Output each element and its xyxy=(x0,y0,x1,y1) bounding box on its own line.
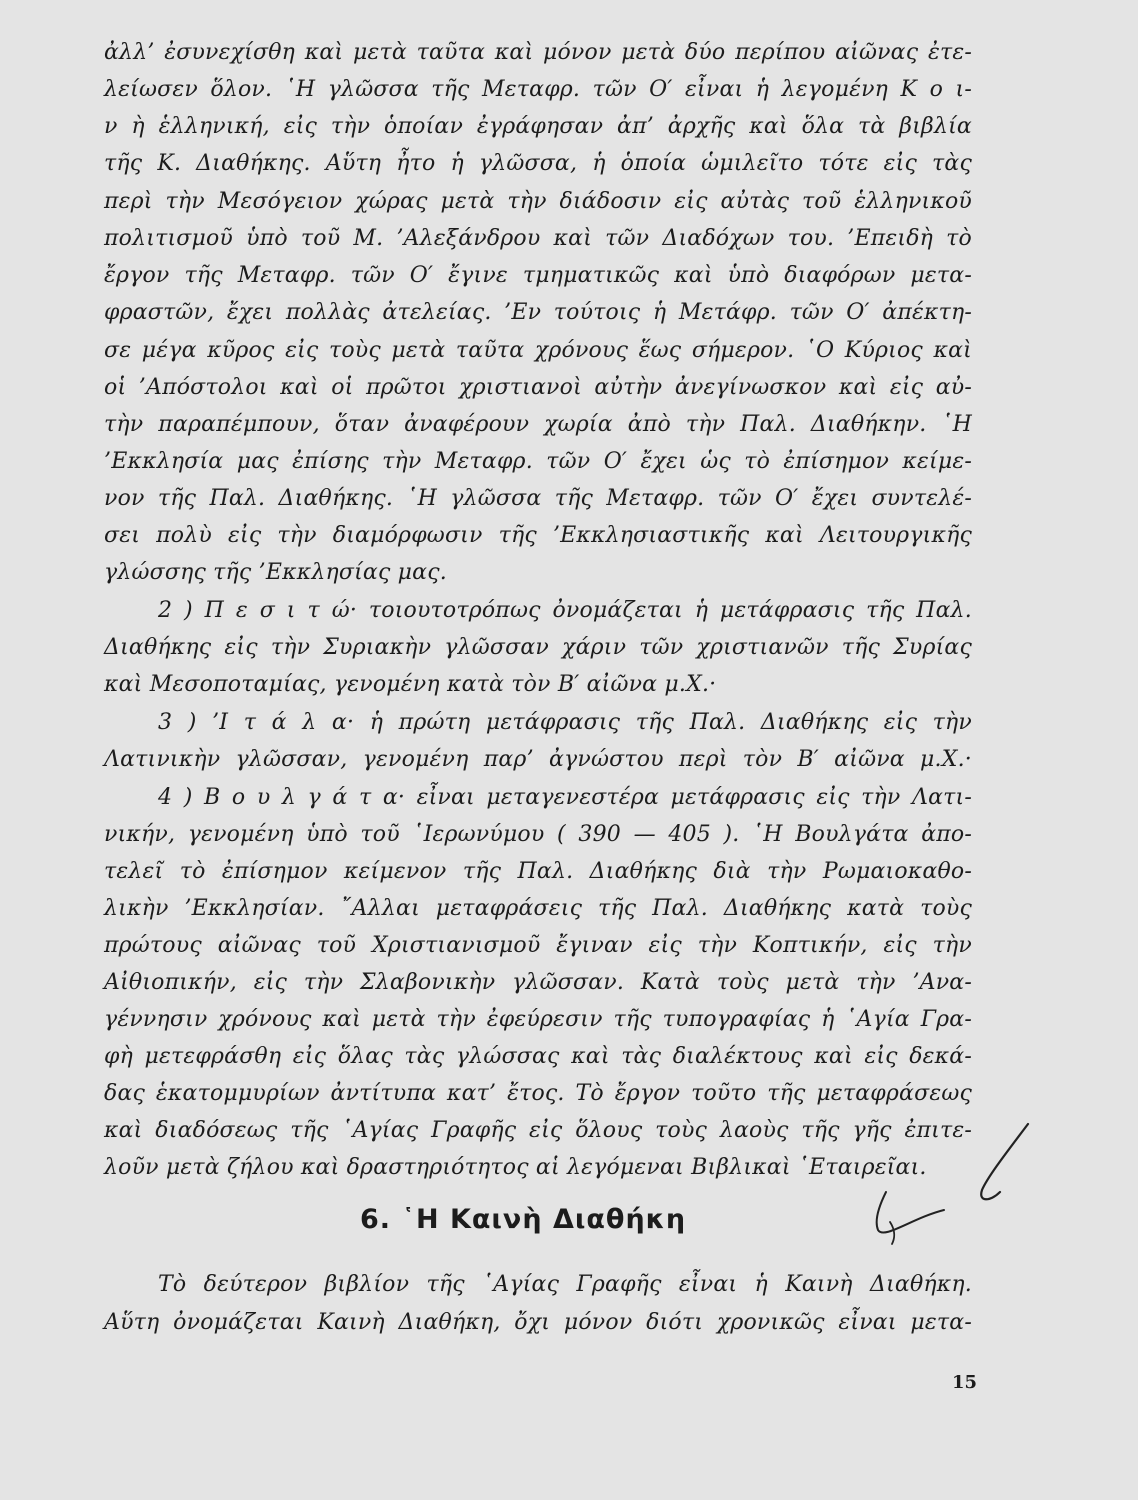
text-line: νικήν, γενομένη ὑπὸ τοῦ ῾Ιερωνύμου ( 390 — 405 ). ῾Η Βουλγάτα ἀπο- xyxy=(104,822,972,847)
text-line: Αὕτη ὀνομάζεται Καινὴ Διαθήκη, ὄχι μόνον διότι χρονικῶς εἶναι μετα- xyxy=(104,1310,972,1335)
item-text: ἡ πρώτη μετάφρασις τῆς Παλ. Διαθήκης εἰς τὴν xyxy=(369,710,972,735)
text-line: φὴ μετεφράσθη εἰς ὅλας τὰς γλώσσας καὶ τὰς διαλέκτους καὶ εἰς δεκά- xyxy=(104,1044,972,1069)
text-line: ἔργον τῆς Μεταφρ. τῶν Ο′ ἔγινε τμηματικῶς καὶ ὑπὸ διαφόρων μετα- xyxy=(104,263,972,288)
handwritten-mark-icon xyxy=(860,1118,1040,1258)
item-number: 3 ) xyxy=(158,710,197,735)
text-line: περὶ τὴν Μεσόγειον χώρας μετὰ τὴν διάδοσιν εἰς αὐτὰς τοῦ ἑλληνικοῦ xyxy=(104,189,972,214)
text-line: Διαθήκης εἰς τὴν Συριακὴν γλῶσσαν χάριν τῶν χριστιανῶν τῆς Συρίας xyxy=(104,635,972,660)
text-line: καὶ Μεσοποταμίας, γενομένη κατὰ τὸν Β′ αἰῶνα μ.Χ.· xyxy=(104,672,717,697)
text-line: σε μέγα κῦρος εἰς τοὺς μετὰ ταῦτα χρόνους ἕως σήμερον. ῾Ο Κύριος καὶ xyxy=(104,338,972,363)
text-line: σει πολὺ εἰς τὴν διαμόρφωσιν τῆς ’Εκκλησιαστικῆς καὶ Λειτουργικῆς xyxy=(104,523,972,548)
text-line: ’Εκκλησία μας ἐπίσης τὴν Μεταφρ. τῶν Ο′ ἔχει ὡς τὸ ἐπίσημον κείμε- xyxy=(104,449,972,474)
text-line: δας ἑκατομμυρίων ἀντίτυπα κατ’ ἔτος. Τὸ ἔργον τοῦτο τῆς μεταφράσεως xyxy=(104,1081,972,1106)
text-line: τὴν παραπέμπουν, ὅταν ἀναφέρουν χωρία ἀπὸ τὴν Παλ. Διαθήκην. ῾Η xyxy=(104,412,972,437)
text-line: φραστῶν, ἔχει πολλὰς ἀτελείας. ’Εν τούτοις ἡ Μετάφρ. τῶν Ο′ ἀπέκτη- xyxy=(104,300,972,325)
page-number: 15 xyxy=(952,1372,978,1393)
text-line: Λατινικὴν γλῶσσαν, γενομένη παρ’ ἀγνώστου περὶ τὸν Β′ αἰῶνα μ.Χ.· xyxy=(104,747,972,772)
text-line: οἱ ’Απόστολοι καὶ οἱ πρῶτοι χριστιανοὶ αὐτὴν ἀνεγίνωσκον καὶ εἰς αὐ- xyxy=(104,375,972,400)
text-line: καὶ διαδόσεως τῆς ῾Αγίας Γραφῆς εἰς ὅλους τοὺς λαοὺς τῆς γῆς ἐπιτε- xyxy=(104,1118,972,1143)
item-number: 2 ) xyxy=(158,598,193,623)
text-line: πρώτους αἰῶνας τοῦ Χριστιανισμοῦ ἔγιναν εἰς τὴν Κοπτικήν, εἰς τὴν xyxy=(104,933,972,958)
text-line: λικὴν ’Εκκλησίαν. ῎Αλλαι μεταφράσεις τῆς Παλ. Διαθήκης κατὰ τοὺς xyxy=(104,896,972,921)
text-line: Τὸ δεύτερον βιβλίον τῆς ῾Αγίας Γραφῆς εἶναι ἡ Καινὴ Διαθήκη. xyxy=(158,1272,972,1297)
text-line: γέννησιν χρόνους καὶ μετὰ τὴν ἐφεύρεσιν τῆς τυπογραφίας ἡ ῾Αγία Γρα- xyxy=(104,1007,972,1032)
list-item-itala xyxy=(158,708,972,738)
list-item-vulgate xyxy=(158,783,972,813)
section-heading: 6. ῾Η Καινὴ Διαθήκη xyxy=(360,1204,687,1235)
item-term: ’Ι τ ά λ α· xyxy=(212,710,355,735)
text-line: ἀλλ’ ἐσυνεχίσθη καὶ μετὰ ταῦτα καὶ μόνον μετὰ δύο περίπου αἰῶνας ἐτε- xyxy=(104,40,972,65)
text-line: λείωσεν ὅλον. ῾Η γλῶσσα τῆς Μεταφρ. τῶν Ο′ εἶναι ἡ λεγομένη Κ ο ι- xyxy=(104,77,972,102)
item-text: τοιουτοτρόπως ὀνομάζεται ἡ μετάφρασις τῆς Παλ. xyxy=(368,598,972,623)
text-line: τελεῖ τὸ ἐπίσημον κείμενον τῆς Παλ. Διαθήκης διὰ τὴν Ρωμαιοκαθο- xyxy=(104,859,972,884)
item-term: Π ε σ ι τ ώ· xyxy=(204,598,358,623)
item-term: Β ο υ λ γ ά τ α· xyxy=(204,785,406,810)
text-line: Αἰθιοπικήν, εἰς τὴν Σλαβονικὴν γλῶσσαν. Κατὰ τοὺς μετὰ τὴν ’Ανα- xyxy=(104,970,972,995)
list-item-peshitta xyxy=(158,596,972,626)
text-line: τῆς Κ. Διαθήκης. Αὕτη ἦτο ἡ γλῶσσα, ἡ ὁποία ὡμιλεῖτο τότε εἰς τὰς xyxy=(104,151,972,176)
item-text: εἶναι μεταγενεστέρα μετάφρασις εἰς τὴν Λατι- xyxy=(416,785,972,810)
text-line: νον τῆς Παλ. Διαθήκης. ῾Η γλῶσσα τῆς Μεταφρ. τῶν Ο′ ἔχει συντελέ- xyxy=(104,486,972,511)
item-number: 4 ) xyxy=(158,785,193,810)
text-line: γλώσσης τῆς ’Εκκλησίας μας. xyxy=(104,560,447,585)
text-line: πολιτισμοῦ ὑπὸ τοῦ Μ. ’Αλεξάνδρου καὶ τῶν Διαδόχων του. ’Επειδὴ τὸ xyxy=(104,226,972,251)
text-line: λοῦν μετὰ ζήλου καὶ δραστηριότητος αἱ λεγόμεναι Βιβλικαὶ ῾Εταιρεῖαι. xyxy=(104,1155,927,1180)
text-line: ν ὴ ἑλληνική, εἰς τὴν ὁποίαν ἐγράφησαν ἀπ’ ἀρχῆς καὶ ὅλα τὰ βιβλία xyxy=(104,114,972,139)
